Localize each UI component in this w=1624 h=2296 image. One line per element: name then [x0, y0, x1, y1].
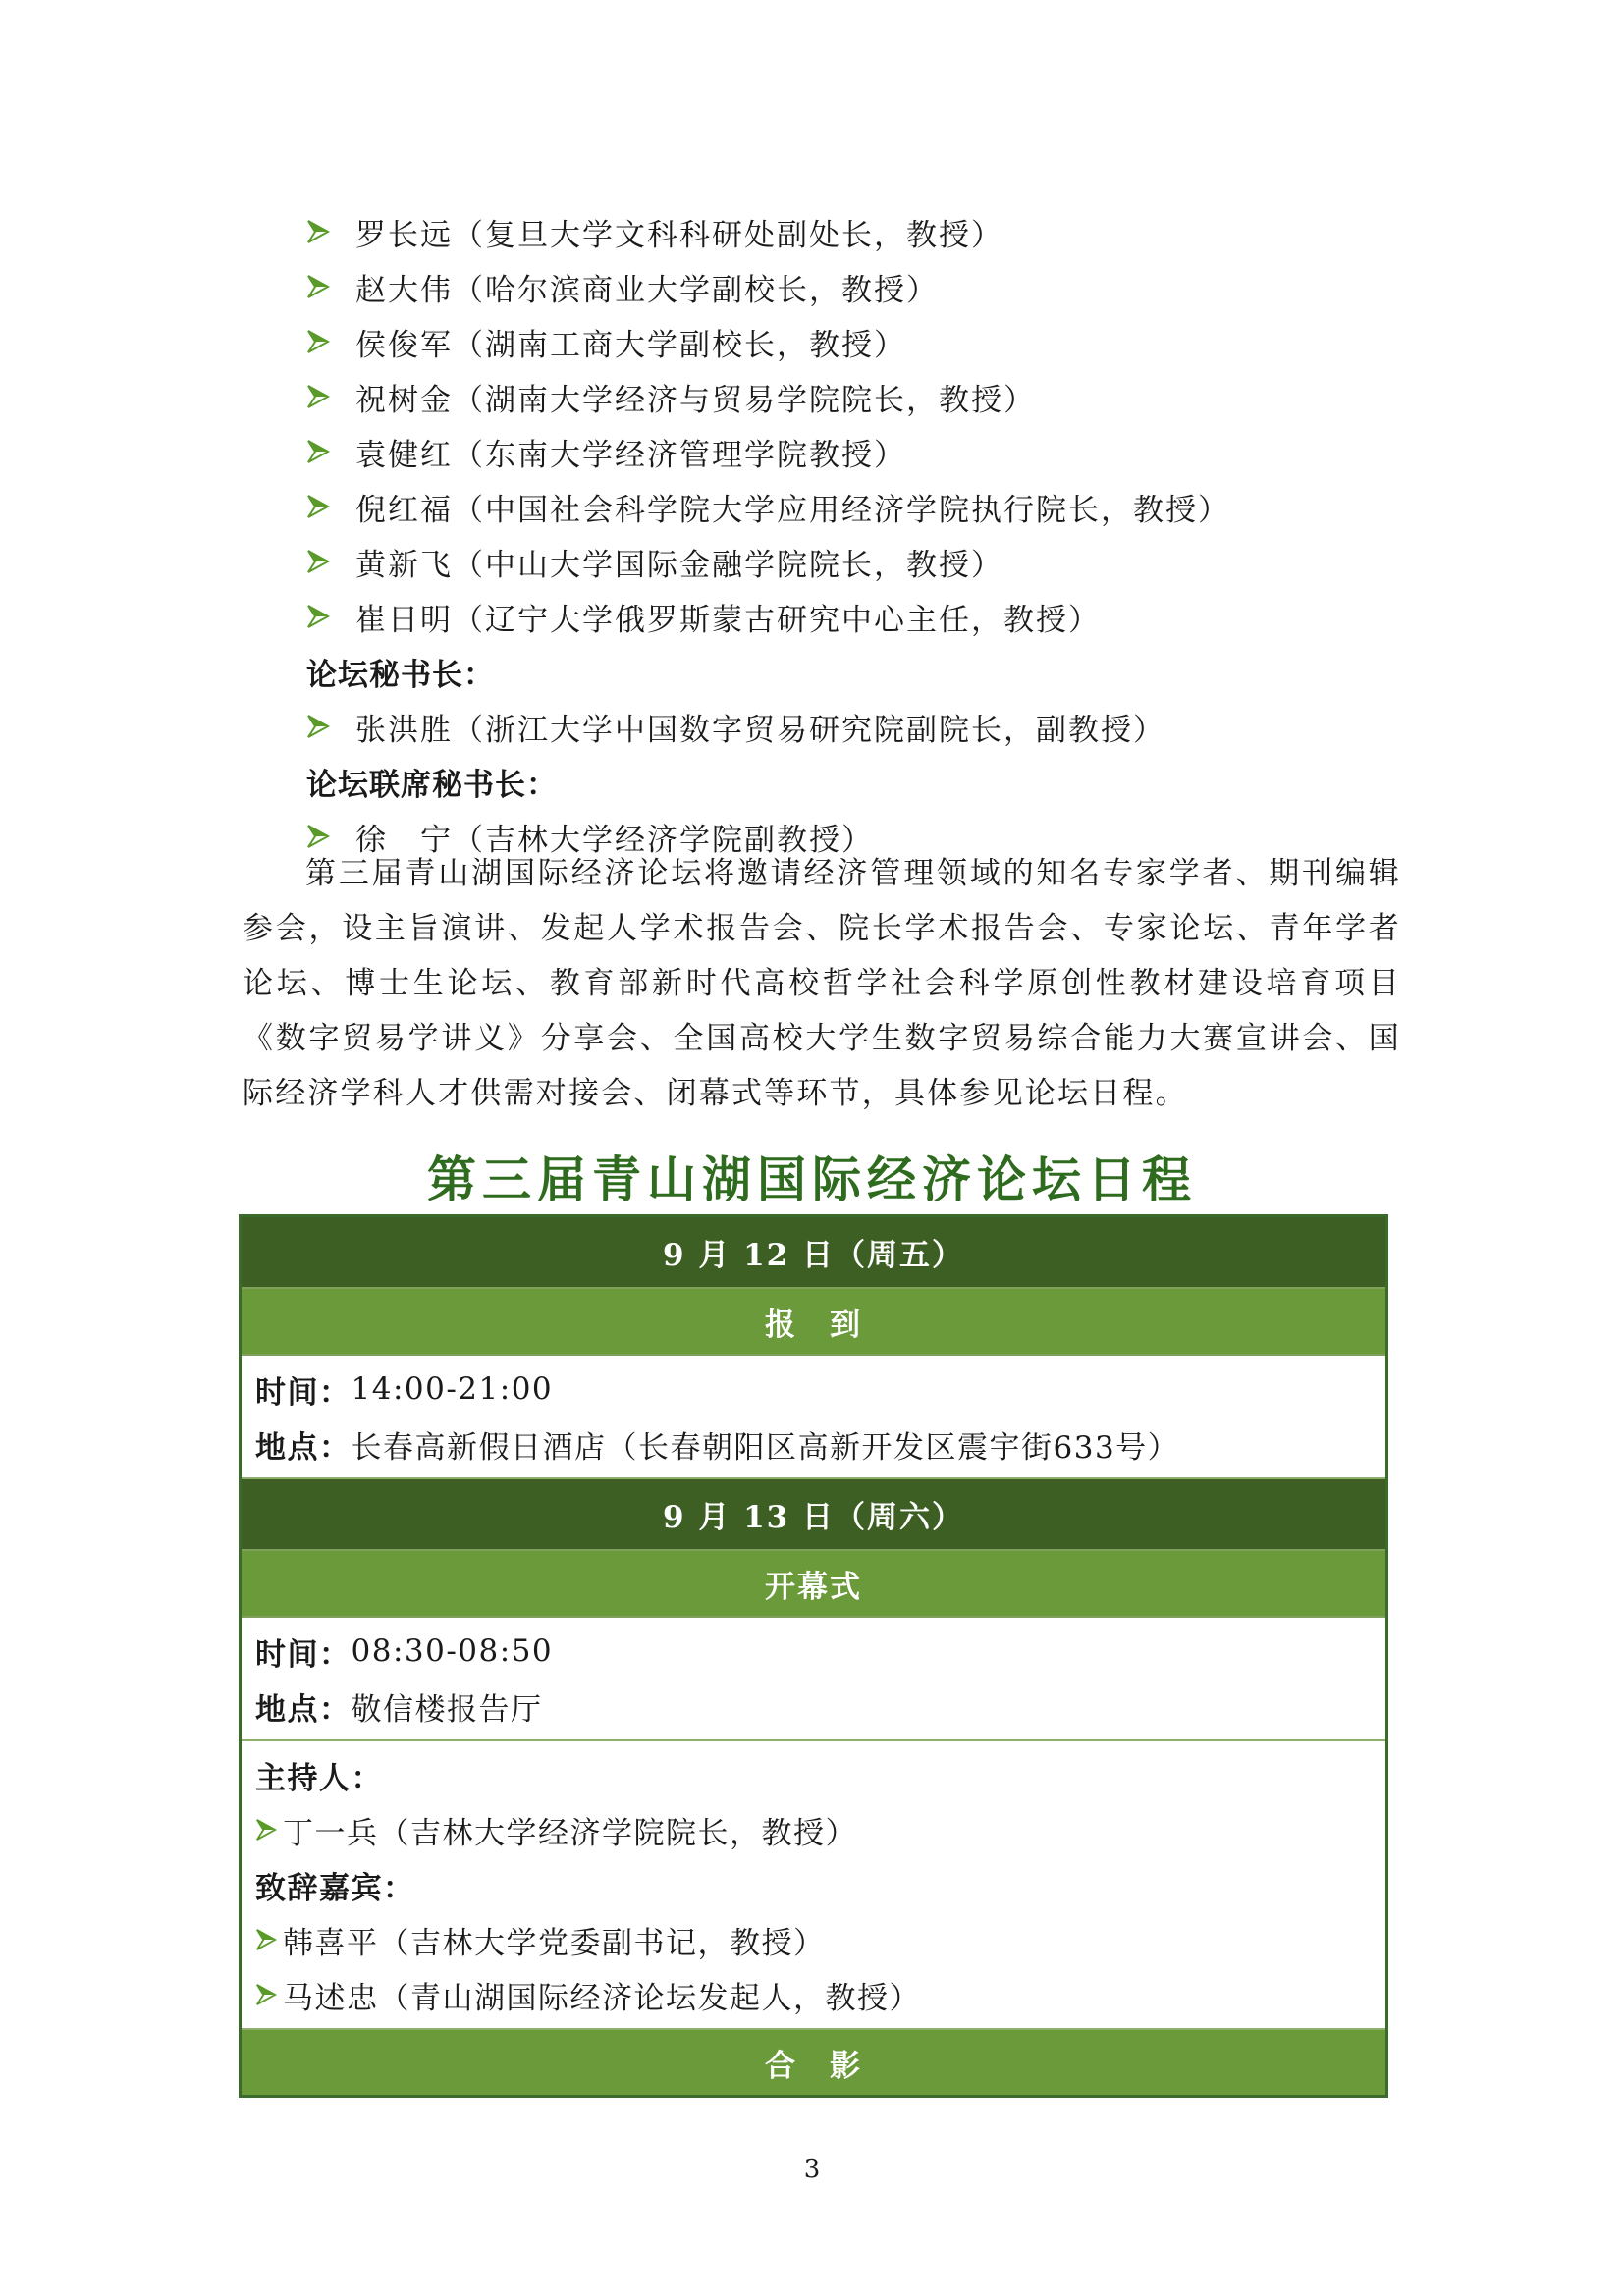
list-item-text: 罗长远（复旦大学文科科研处副处长，教授）	[355, 217, 1003, 253]
page-number: 3	[803, 2155, 821, 2184]
arrow-bullet-icon	[306, 494, 330, 519]
arrow-bullet-icon	[306, 274, 330, 299]
list-item	[306, 424, 1435, 479]
host-label: 主持人：	[255, 1760, 383, 1796]
list-item-text: 黄新飞（中山大学国际金融学院院长，教授）	[355, 547, 1003, 583]
arrow-bullet-icon	[255, 1983, 277, 2006]
list-item	[306, 479, 1435, 534]
list-item-text: 崔日明（辽宁大学俄罗斯蒙古研究中心主任，教授）	[355, 602, 1101, 638]
schedule-table	[239, 1214, 1388, 2098]
intro-paragraph	[243, 846, 1401, 1121]
session-header: 开幕式	[242, 1551, 1385, 1618]
intro-paragraph-text: 第三届青山湖国际经济论坛将邀请经济管理领域的知名专家学者、期刊编辑参会，设主旨演讲、发起人学术报告会、院长学术报告会、专家论坛、青年学者论坛、博士生论坛、教育部新时代高校哲学社会科学原创性教材建设培育项目《数字贸易学讲义》分享会、全国高校大学生数字贸易综合能力大赛宣讲会、国际经济学科人才供需对接会、闭幕式等环节，具体参见论坛日程。	[243, 856, 1401, 1111]
place-line	[255, 1679, 1372, 1734]
list-item	[306, 314, 1435, 369]
list-item-text: 倪红福（中国社会科学院大学应用经济学院执行院长，教授）	[355, 492, 1230, 528]
list-item-text: 张洪胜（浙江大学中国数字贸易研究院副院长，副教授）	[355, 712, 1165, 748]
list-item	[306, 204, 1435, 259]
host-item	[255, 1802, 1372, 1857]
committee-list	[306, 204, 1435, 864]
time-value: 08:30-08:50	[351, 1633, 554, 1669]
session-details	[242, 1356, 1385, 1479]
list-item	[306, 699, 1435, 754]
place-value: 敬信楼报告厅	[351, 1691, 543, 1728]
session-participants	[242, 1741, 1385, 2030]
time-line	[255, 1362, 1372, 1416]
arrow-bullet-icon	[306, 384, 330, 409]
session-header: 报 到	[242, 1289, 1385, 1356]
time-label: 时间：	[255, 1374, 352, 1411]
speakers-label: 致辞嘉宾：	[255, 1870, 415, 1906]
list-item-text: 袁健红（东南大学经济管理学院教授）	[355, 437, 906, 473]
list-item-text: 赵大伟（哈尔滨商业大学副校长，教授）	[355, 272, 939, 308]
secretary-general-heading: 论坛秘书长：	[306, 657, 495, 693]
speaker-name: 马述忠（青山湖国际经济论坛发起人，教授）	[283, 1980, 921, 2016]
place-label: 地点：	[255, 1691, 352, 1728]
time-value: 14:00-21:00	[351, 1371, 554, 1407]
list-item	[306, 589, 1435, 644]
schedule-title: 第三届青山湖国际经济论坛日程	[427, 1150, 1197, 1208]
list-item	[306, 259, 1435, 314]
speaker-item	[255, 1912, 1372, 1967]
list-item-text: 侯俊军（湖南工商大学副校长，教授）	[355, 327, 906, 363]
list-item-text: 祝树金（湖南大学经济与贸易学院院长，教授）	[355, 382, 1036, 418]
speaker-name: 韩喜平（吉林大学党委副书记，教授）	[283, 1925, 826, 1961]
speaker-item	[255, 1967, 1372, 2022]
arrow-bullet-icon	[306, 714, 330, 739]
list-item-text: 徐 宁（吉林大学经济学院副教授）	[355, 822, 874, 858]
arrow-bullet-icon	[306, 329, 330, 354]
day-header: 9 月 12 日（周五）	[242, 1217, 1385, 1289]
list-item	[306, 369, 1435, 424]
arrow-bullet-icon	[306, 219, 330, 244]
arrow-bullet-icon	[255, 1928, 277, 1951]
place-value: 长春高新假日酒店（长春朝阳区高新开发区震宇街633号）	[351, 1429, 1180, 1466]
place-line	[255, 1416, 1372, 1471]
arrow-bullet-icon	[255, 1818, 277, 1842]
arrow-bullet-icon	[306, 439, 330, 464]
host-name: 丁一兵（吉林大学经济学院院长，教授）	[283, 1815, 857, 1851]
place-label: 地点：	[255, 1429, 352, 1466]
session-details	[242, 1618, 1385, 1741]
time-label: 时间：	[255, 1636, 352, 1673]
joint-secretary-general-heading: 论坛联席秘书长：	[306, 767, 558, 803]
arrow-bullet-icon	[306, 604, 330, 629]
arrow-bullet-icon	[306, 549, 330, 574]
day-header: 9 月 13 日（周六）	[242, 1479, 1385, 1551]
time-line	[255, 1624, 1372, 1679]
list-item	[306, 534, 1435, 589]
session-header: 合 影	[242, 2030, 1385, 2095]
